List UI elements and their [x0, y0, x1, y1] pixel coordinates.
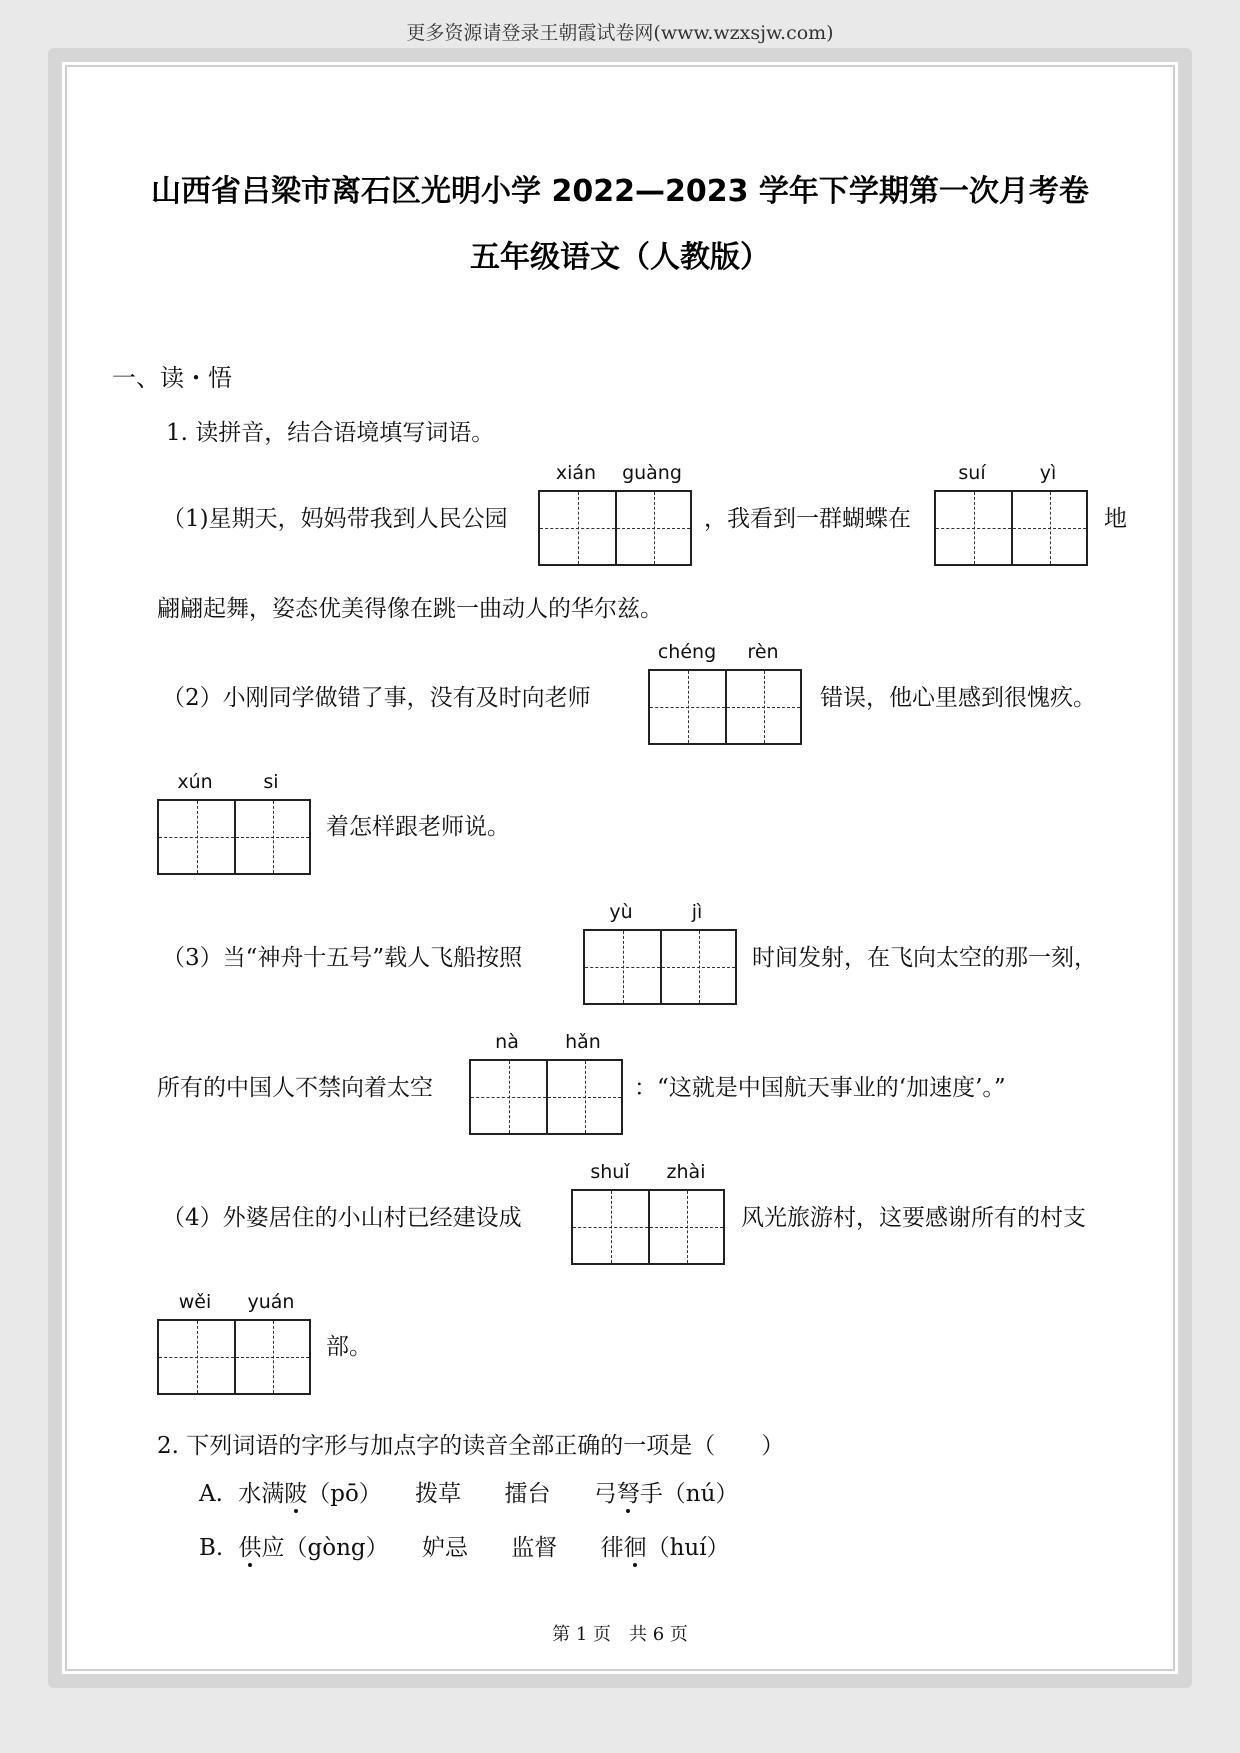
word: 水满 — [238, 1481, 285, 1507]
question-1-stem: 1. 读拼音，结合语境填写词语。 — [166, 420, 495, 446]
header-note: 更多资源请登录王朝霞试卷网(www.wzxsjw.com) — [406, 22, 834, 44]
option-a[interactable] — [199, 1475, 738, 1508]
q1-4-text-a: （4）外婆居住的小山村已经建设成 — [162, 1205, 522, 1231]
pinyin: suí — [958, 462, 986, 484]
pinyin: jì — [691, 901, 703, 923]
q1-1-text-b: ，我看到一群蝴蝶在 — [704, 506, 911, 532]
pinyin: yù — [609, 901, 633, 923]
word: 妒忌 — [421, 1535, 468, 1561]
dotted-char: 陂 — [284, 1481, 308, 1507]
pinyin: hǎn — [565, 1031, 601, 1053]
answer-grid-xunsi[interactable] — [157, 799, 311, 875]
pinyin: xún — [177, 771, 213, 793]
pinyin: si — [263, 771, 279, 793]
q1-2-text-b: 错误，他心里感到很愧疚。 — [820, 685, 1096, 711]
answer-grid-chengren[interactable] — [648, 669, 802, 745]
q1-3-text-c: 所有的中国人不禁向着太空 — [157, 1075, 433, 1101]
pinyin: yì — [1039, 462, 1057, 484]
pinyin: rèn — [747, 641, 779, 663]
section-heading: 一、读・悟 — [112, 364, 232, 392]
pinyin: xián — [555, 462, 597, 484]
answer-grid-xianguang[interactable] — [538, 490, 692, 566]
pinyin: zhài — [666, 1161, 706, 1183]
pinyin: guàng — [622, 462, 682, 484]
pinyin: wěi — [178, 1291, 212, 1313]
q1-4-text-b: 风光旅游村，这要感谢所有的村支 — [741, 1205, 1086, 1231]
page-number: 第 1 页 共 6 页 — [552, 1624, 688, 1645]
answer-grid-shuizhai[interactable] — [571, 1189, 725, 1265]
q1-3-text-b: 时间发射，在飞向太空的那一刻， — [752, 945, 1097, 971]
answer-grid-yuji[interactable] — [583, 929, 737, 1005]
pinyin: nà — [495, 1031, 519, 1053]
pinyin: shuǐ — [590, 1161, 630, 1183]
word: 拨草 — [415, 1481, 462, 1507]
pinyin-note: （gòng） — [284, 1535, 389, 1561]
word: 手 — [639, 1481, 663, 1507]
pinyin: chéng — [657, 641, 717, 663]
word: 徘 — [600, 1535, 624, 1561]
pinyin: yuán — [247, 1291, 295, 1313]
answer-grid-suiyi[interactable] — [934, 490, 1088, 566]
word: 弓 — [593, 1481, 617, 1507]
q1-3-text-a: （3）当“神舟十五号”载人飞船按照 — [162, 945, 523, 971]
option-letter: B. — [199, 1535, 224, 1561]
q1-2-text-c: 着怎样跟老师说。 — [326, 814, 510, 840]
exam-subtitle: 五年级语文（人教版） — [470, 240, 770, 275]
pinyin-note: （nú） — [662, 1481, 739, 1507]
word: 应 — [261, 1535, 285, 1561]
answer-grid-weiyuan[interactable] — [157, 1319, 311, 1395]
answer-grid-nahan[interactable] — [469, 1059, 623, 1135]
q1-2-text-a: （2）小刚同学做错了事，没有及时向老师 — [162, 685, 591, 711]
q1-1-text-d: 翩翩起舞，姿态优美得像在跳一曲动人的华尔兹。 — [157, 596, 663, 622]
q1-3-text-d: ：“这就是中国航天事业的‘加速度’。” — [634, 1075, 1006, 1101]
question-2-stem: 2. 下列词语的字形与加点字的读音全部正确的一项是（ ） — [157, 1433, 785, 1459]
dotted-char: 供 — [238, 1535, 262, 1561]
word: 监督 — [511, 1535, 558, 1561]
dotted-char: 徊 — [623, 1535, 647, 1561]
pinyin-note: （huí） — [646, 1535, 730, 1561]
option-letter: A. — [199, 1481, 223, 1507]
word: 擂台 — [504, 1481, 551, 1507]
q1-1-text-c: 地 — [1104, 506, 1127, 532]
q1-1-text-a: （1)星期天，妈妈带我到人民公园 — [162, 506, 508, 532]
exam-title: 山西省吕梁市离石区光明小学 2022—2023 学年下学期第一次月考卷 — [151, 174, 1089, 209]
q1-4-text-c: 部。 — [326, 1334, 372, 1360]
option-b[interactable] — [199, 1529, 730, 1562]
pinyin-note: （pō） — [307, 1481, 382, 1507]
dotted-char: 弩 — [616, 1481, 640, 1507]
